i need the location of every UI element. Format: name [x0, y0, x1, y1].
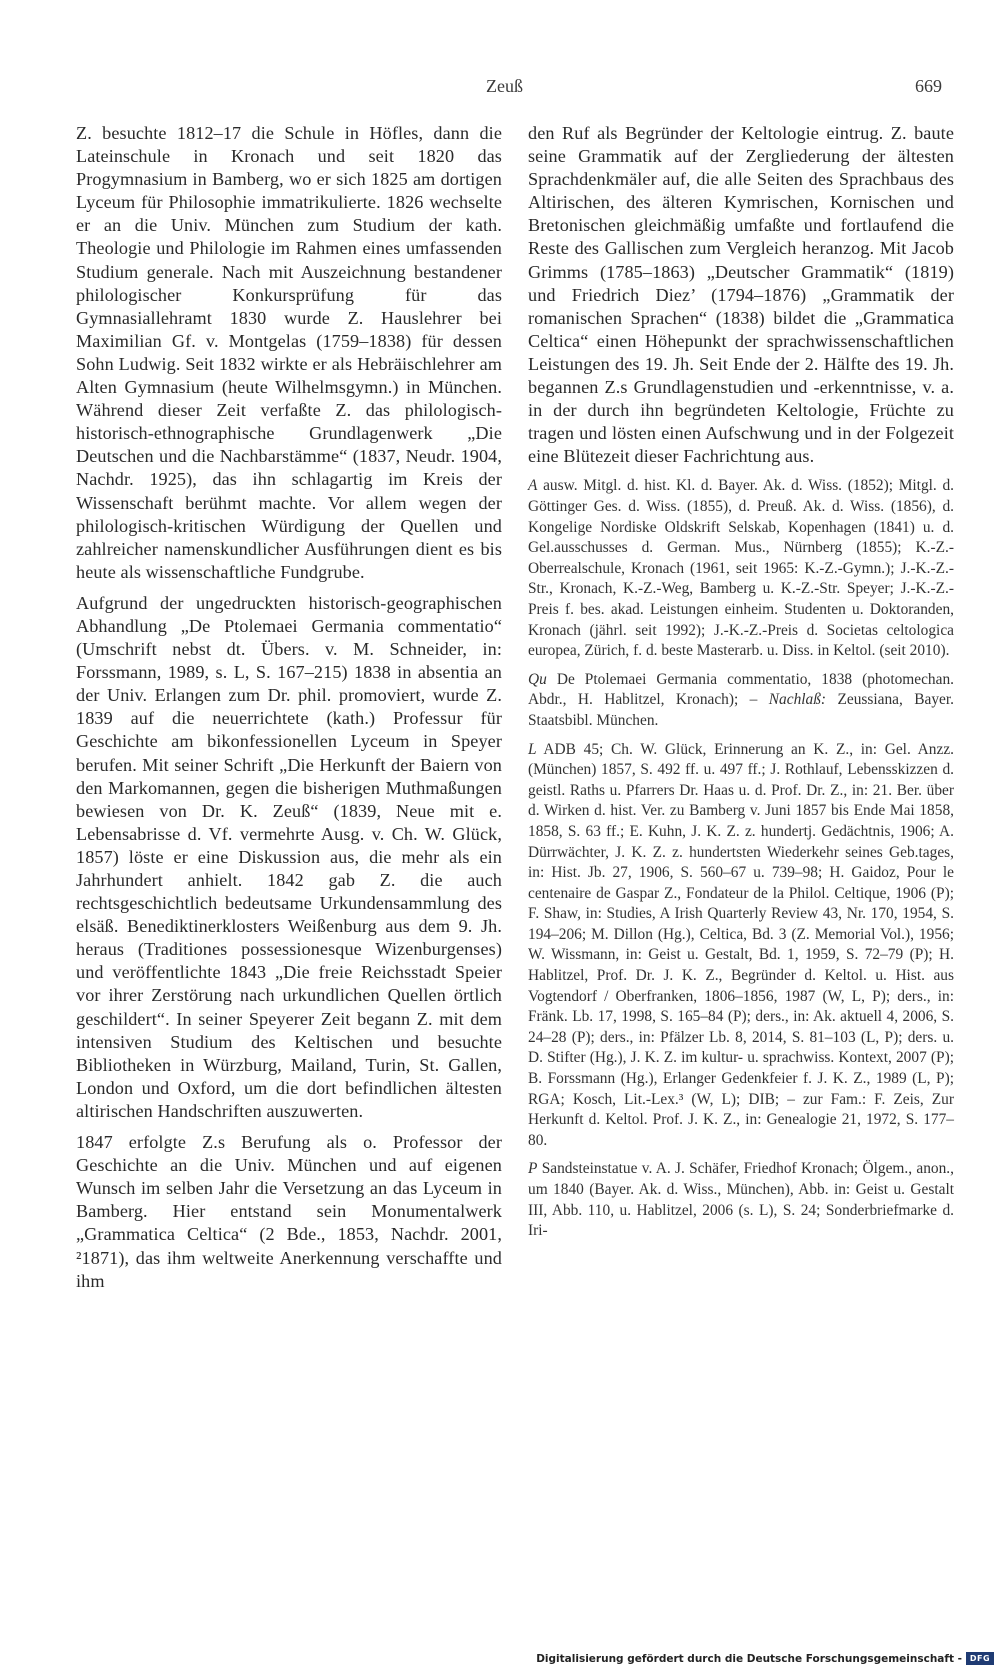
portraits-text: Sandsteinstatue v. A. J. Schäfer, Friedhof Kronach; Ölgem., anon., um 1840 (Bayer. Ak. d. Wiss., München), Abb. in: Geist u. Gestalt III, Abb. 110, u. Hablitzel, 2006 (s. L), S. 24; Sonderbriefmarke d. Iri-	[528, 1160, 954, 1240]
running-title: Zeuß	[486, 76, 523, 96]
nachlass-label: Nachlaß:	[768, 691, 827, 709]
section-label-p: P	[528, 1160, 538, 1178]
paragraph-bamberg: 1847 erfolgte Z.s Berufung als o. Professor der Geschichte an die Univ. München und auf eigenen Wunsch im selben Jahr die Versetzung an das Lyceum in Bamberg. Hier entstand sein Monumentalwerk „Grammatica Celtica“ (2 Bde., 1853, Nachdr. 2001, ²1871), das ihm weltweite Anerkennung verschaffte und ihm	[76, 1132, 502, 1291]
left-column	[76, 122, 502, 1301]
nachlass-text: Zeussiana, Bayer. Staatsbibl. München.	[528, 691, 954, 729]
right-column	[528, 122, 954, 1250]
awards-text: ausw. Mitgl. d. hist. Kl. d. Bayer. Ak. d. Wiss. (1852); Mitgl. d. Göttinger Ges. d. Wiss. (1855), d. Preuß. Ak. d. Wiss. (1856), d. Kongelige Nordiske Oldskrift Selskab, Kopenhagen (1841) u. d. Gel.ausschusses d. German. Mus., Nürnberg (1855); K.-Z.-Oberrealschule, Kronach (1961, seit 1965: K.-Z.-Gymn.); J.-K.-Z.-Str., Kronach, K.-Z.-Weg, Bamberg u. K.-Z.-Str. Speyer; J.-K.-Z.-Preis f. bes. akad. Leistungen einheim. Studenten u. Doktoranden, Kronach (jährl. seit 1992); J.-K.-Z.-Preis d. Societas celtologica europea, Zürich, f. d. beste Masterarb. u. Diss. in Keltol. (seit 2010).	[528, 477, 954, 660]
paragraph-education: Z. besuchte 1812–17 die Schule in Höfles, dann die Lateinschule in Kronach und seit 1820 das Progymnasium in Bamberg, wo er sich 1825 am dortigen Lyceum für Philosophie immatrikulierte. 1826 wechselte er an die Univ. München zum Studium der kath. Theologie und Philologie im Rahmen eines umfassenden Studium generale. Nach mit Auszeichnung bestandener philologischer Konkursprüfung für das Gymnasiallehramt 1830 wurde Z. Hauslehrer bei Maximilian Gf. v. Montgelas (1759–1838) für dessen Sohn Ludwig. Seit 1832 wirkte er als Hebräischlehrer am Alten Gymnasium (heute Wilhelmsgymn.) in München. Während dieser Zeit verfaßte Z. das philologisch-historisch-ethnographische Grundlagenwerk „Die Deutschen und die Nachbarstämme“ (1837, Neudr. 1904, Nachdr. 1925), das ihn schlagartig im Kreis der Wissenschaft berühmt machte. Vor allem wegen der philologisch-kritischen Würdigung der Quellen und zahlreicher namenskundlicher Ausführungen dient es bis heute als wissenschaftliche Fundgrube.	[76, 123, 502, 582]
section-awards	[528, 476, 954, 661]
section-literature	[528, 740, 954, 1152]
dfg-logo: DFG	[966, 1652, 994, 1665]
page-number: 669	[915, 76, 942, 96]
running-header	[74, 76, 942, 106]
section-label-a: A	[528, 477, 538, 495]
sources-text: De Ptolemaei Germania commentatio, 1838 (photomechan. Abdr., H. Hablitzel, Kronach); –	[528, 670, 954, 709]
footer-text: Digitalisierung gefördert durch die Deutsche Forschungsgemeinschaft -	[536, 1653, 962, 1665]
literature-text: ADB 45; Ch. W. Glück, Erinnerung an K. Z., in: Gel. Anzz. (München) 1857, S. 492 ff. u. 497 ff.; J. Rothlauf, Lebensskizzen d. geistl. Raths u. Pfarrers Dr. Haas u. d. Prof. Dr. Z., in: 21. Ber. über d. Wirken d. hist. Ver. zu Bamberg v. Juni 1857 bis Ende Mai 1858, 1858, S. 63 ff.; E. Kuhn, J. K. Z. z. hundertj. Gedächtnis, 1906; A. Dürrwächter, J. K. Z. z. hundertsten Wiederkehr seines Geb.tages, in: Hist. Jb. 27, 1906, S. 560–67 u. 739–98; H. Gaidoz, Pour le centenaire de Gaspar Z., Fondateur de la Philol. Celtique, 1906 (P); F. Shaw, in: Studies, A Irish Quarterly Review 43, Nr. 170, 1954, S. 194–206; M. Dillon (Hg.), Celtica, Bd. 3 (Z. Memorial Vol.), 1956; W. Wissmann, in: Geist u. Gestalt, Bd. 1, 1959, S. 72–79 (P); H. Hablitzel, Prof. Dr. J. K. Z., Begründer d. Keltol. u. Hist. aus Vogtendorf / Oberfranken, 1806–1856, 1987 (W, L, P); ders., in: Fränk. Lb. 17, 1998, S. 165–84 (P); ders., in: Ak. aktuell 4, 2006, S. 24–28 (P); ders., in: Pfälzer Lb. 8, 2014, S. 81–103 (L, P); ders. u. D. Stifter (Hg.), J. K. Z. im kultur- u. sprachwiss. Kontext, 2007 (P); B. Forssmann (Hg.), Erlanger Gedenkfeier f. J. K. Z., 1989 (L, P); RGA; Kosch, Lit.-Lex.³ (W, L); DIB; – zur Fam.: F. Zeis, Zur Herkunft d. Keltol. Prof. J. K. Z., in: Genealogie 21, 1972, S. 177–80.	[528, 740, 954, 1149]
paragraph-speyer: Aufgrund der ungedruckten historisch-geographischen Abhandlung „De Ptolemaei Germania commentatio“ (Umschrift nebst dt. Übers. v. M. Schneider, in: Forssmann, 1989, s. L, S. 167–215) 1838 in absentia an der Univ. Erlangen zum Dr. phil. promoviert, wurde Z. 1839 auf die neuerrichtete (kath.) Professur für Geschichte am bikonfessionellen Lyceum in Speyer berufen. Mit seiner Schrift „Die Herkunft der Baiern von den Markomannen, gegen die bisherigen Muthmaßungen bewiesen von Dr. K. Zeuß“ (1839, Neue mit e. Lebensabrisse d. Vf. vermehrte Ausg. v. Ch. W. Glück, 1857) löste er eine Diskussion aus, die mehr als ein Jahrhundert anhielt. 1842 gab Z. die auch rechtsgeschichtlich bedeutsame Urkundensammlung des elsäß. Benediktinerklosters Weißenburg aus dem 9. Jh. heraus (Traditiones possessionesque Wizenburgenses) und veröffentlichte 1843 „Die freie Reichsstadt Speier vor ihrer Zerstörung nach urkundlichen Quellen örtlich geschildert“. In seiner Speyerer Zeit begann Z. mit dem intensiven Studium des Keltischen und besuchte Bibliotheken in Würzburg, Mailand, Turin, St. Gallen, London und Oxford, um die dort befindlichen ältesten altirischen Handschriften auszuwerten.	[76, 592, 502, 1121]
digitization-footer	[0, 1649, 1000, 1669]
section-portraits	[528, 1159, 954, 1241]
section-label-l: L	[528, 740, 537, 758]
section-sources	[528, 670, 954, 732]
paragraph-keltologie: den Ruf als Begründer der Keltologie eintrug. Z. baute seine Grammatik auf der Zergliederung der ältesten Sprachdenkmäler auf, die alle Seiten des Sprachbaus des Altirischen, des älteren Kymrischen, Kornischen und Bretonischen gleichmäßig umfaßte und fortlaufend die Reste des Gallischen zum Vergleich heranzog. Mit Jacob Grimms (1785–1863) „Deutscher Grammatik“ (1819) und Friedrich Diez’ (1794–1876) „Grammatik der romanischen Sprachen“ (1838) bildet die „Grammatica Celtica“ einen Höhepunkt der sprachwissenschaftlichen Leistungen des 19. Jh. Seit Ende der 2. Hälfte des 19. Jh. begannen Z.s Grundlagenstudien und -erkenntnisse, v. a. in der durch ihn begründeten Keltologie, Früchte zu tragen und lösten einen Aufschwung und in der Folgezeit eine Blütezeit dieser Fachrichtung aus.	[528, 123, 954, 467]
section-label-qu: Qu	[528, 670, 547, 688]
